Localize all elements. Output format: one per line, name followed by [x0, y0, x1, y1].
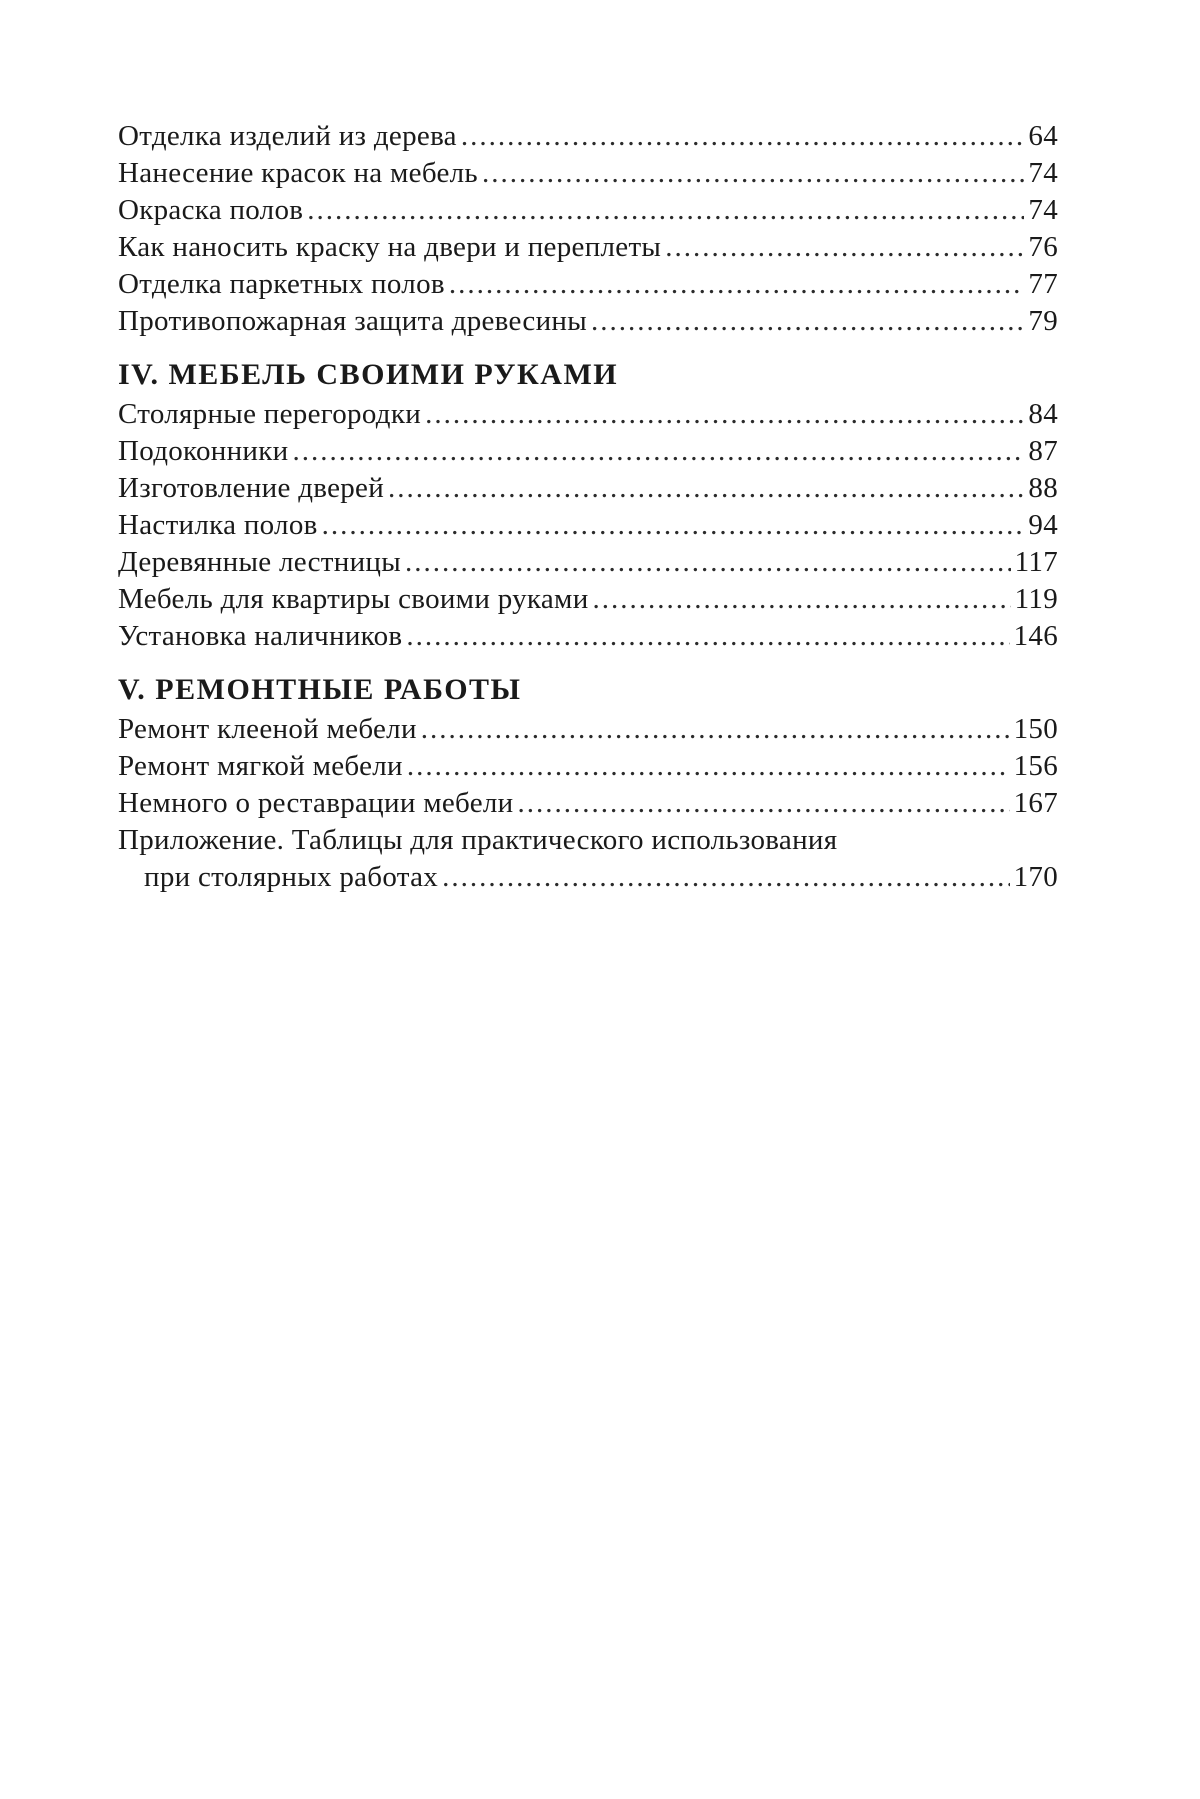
- toc-entry-page: 150: [1013, 713, 1058, 745]
- dot-leader: [593, 581, 1011, 618]
- dot-leader: [591, 303, 1024, 340]
- toc-entry: [118, 544, 1058, 581]
- toc-entry: [118, 618, 1058, 655]
- toc-entry-title: Настилка полов: [118, 509, 318, 541]
- toc-entry-title: Ремонт клееной мебели: [118, 713, 417, 745]
- toc-entry: [118, 266, 1058, 303]
- dot-leader: [665, 229, 1024, 266]
- dot-leader: [449, 266, 1025, 303]
- toc-entry: [118, 192, 1058, 229]
- toc-entry-page: 84: [1028, 398, 1058, 430]
- toc-entry-title: Подоконники: [118, 435, 289, 467]
- toc-entry-title: Мебель для квартиры своими руками: [118, 583, 589, 615]
- toc-entry-page: 64: [1028, 120, 1058, 152]
- dot-leader: [405, 544, 1011, 581]
- toc-entry: [118, 155, 1058, 192]
- toc-entry: [118, 581, 1058, 618]
- toc-entry: [118, 433, 1058, 470]
- toc-entry-page: 87: [1028, 435, 1058, 467]
- toc-entry-page: 167: [1013, 787, 1058, 819]
- toc-entry-title: Изготовление дверей: [118, 472, 385, 504]
- toc-entry-page: 88: [1028, 472, 1058, 504]
- toc-entry: [118, 507, 1058, 544]
- toc-entry-title: Окраска полов: [118, 194, 304, 226]
- dot-leader: [307, 192, 1024, 229]
- toc-entry-page: 117: [1014, 546, 1058, 578]
- dot-leader: [517, 785, 1009, 822]
- dot-leader: [442, 859, 1010, 896]
- dot-leader: [292, 433, 1024, 470]
- dot-leader: [461, 118, 1025, 155]
- toc-entry: [118, 748, 1058, 785]
- toc-entry-title-line2: при столярных работах: [144, 861, 439, 893]
- table-of-contents: [118, 118, 1058, 896]
- toc-entry-title: Столярные перегородки: [118, 398, 422, 430]
- toc-entry-title-line1: Приложение. Таблицы для практического использования: [118, 824, 838, 856]
- toc-entry-title: Ремонт мягкой мебели: [118, 750, 403, 782]
- toc-entry-page: 76: [1028, 231, 1058, 263]
- toc-entry-title: Немного о реставрации мебели: [118, 787, 514, 819]
- toc-entry: [118, 229, 1058, 266]
- toc-entry: [118, 470, 1058, 507]
- toc-entry: [118, 785, 1058, 822]
- toc-entry-page: 146: [1013, 620, 1058, 652]
- dot-leader: [322, 507, 1025, 544]
- toc-entry-page: 74: [1028, 157, 1058, 189]
- toc-entry-title: Отделка паркетных полов: [118, 268, 445, 300]
- dot-leader: [407, 748, 1010, 785]
- dot-leader: [421, 711, 1010, 748]
- toc-entry-page: 79: [1028, 305, 1058, 337]
- toc-entry-title: Деревянные лестницы: [118, 546, 402, 578]
- toc-entry: [118, 859, 1058, 896]
- toc-entry: [118, 118, 1058, 155]
- dot-leader: [406, 618, 1009, 655]
- toc-entry-title: Как наносить краску на двери и переплеты: [118, 231, 662, 263]
- toc-entry-page: 119: [1014, 583, 1058, 615]
- section-heading: V. РЕМОНТНЫЕ РАБОТЫ: [118, 673, 522, 706]
- toc-entry-title: Нанесение красок на мебель: [118, 157, 478, 189]
- toc-entry-page: 74: [1028, 194, 1058, 226]
- toc-entry-appendix: [118, 822, 1058, 896]
- toc-entry: [118, 396, 1058, 433]
- toc-entry-page: 77: [1028, 268, 1058, 300]
- toc-entry-page: 94: [1028, 509, 1058, 541]
- dot-leader: [425, 396, 1024, 433]
- toc-entry: [118, 711, 1058, 748]
- toc-entry-title: Отделка изделий из дерева: [118, 120, 457, 152]
- toc-entry-title: Установка наличников: [118, 620, 403, 652]
- section-heading: IV. МЕБЕЛЬ СВОИМИ РУКАМИ: [118, 358, 619, 391]
- toc-entry-page: 170: [1013, 861, 1058, 893]
- dot-leader: [482, 155, 1024, 192]
- toc-entry-page: 156: [1013, 750, 1058, 782]
- toc-entry-title: Противопожарная защита древесины: [118, 305, 587, 337]
- toc-entry: [118, 303, 1058, 340]
- dot-leader: [388, 470, 1024, 507]
